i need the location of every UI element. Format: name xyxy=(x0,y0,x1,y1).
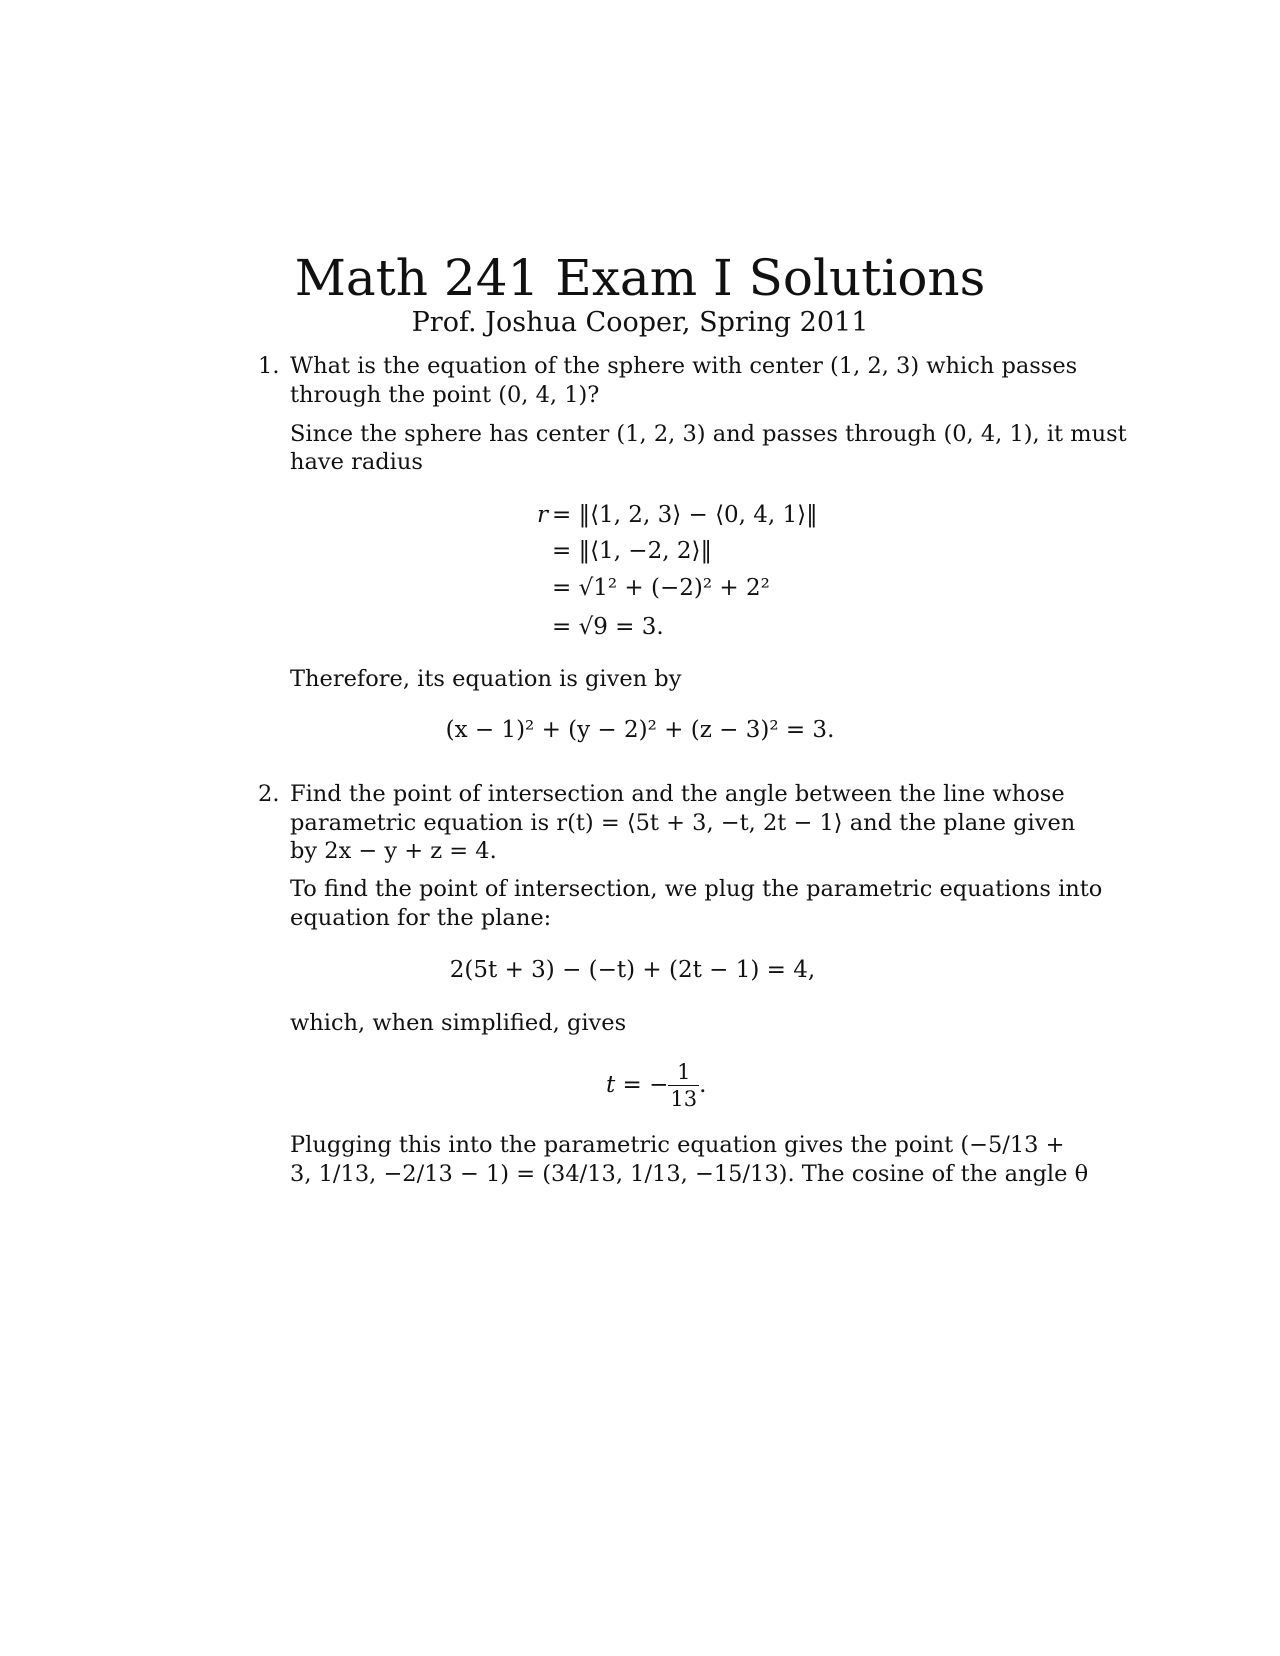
fraction-numerator: 1 xyxy=(677,1059,691,1084)
problem-1-question-line-1: What is the equation of the sphere with center (1, 2, 3) which passes xyxy=(290,353,1078,379)
problem-2-question-line-2: parametric equation is r(t) = ⟨5t + 3, −t, 2t − 1⟩ and the plane given xyxy=(290,810,1076,836)
document-subtitle: Prof. Joshua Cooper, Spring 2011 xyxy=(411,307,869,338)
radius-step-3: = √1² + (−2)² + 2² xyxy=(552,575,770,601)
t-value-fraction xyxy=(668,1059,699,1112)
radius-step-1-lhs: r xyxy=(537,502,548,528)
t-value-suffix: . xyxy=(699,1072,707,1098)
problem-2-closing-line-1: Plugging this into the parametric equation gives the point (−5/13 + xyxy=(290,1132,1065,1158)
radius-step-4: = √9 = 3. xyxy=(552,614,664,640)
problem-1-question-line-2: through the point (0, 4, 1)? xyxy=(290,382,600,408)
fraction-denominator: 13 xyxy=(670,1086,698,1111)
problem-2-answer-line-2: equation for the plane: xyxy=(290,905,552,931)
problem-2-question-line-1: Find the point of intersection and the angle between the line whose xyxy=(290,781,1065,807)
problem-1-number: 1. xyxy=(258,353,280,379)
document-title: Math 241 Exam I Solutions xyxy=(294,249,986,307)
problem-1-answer-line-1: Since the sphere has center (1, 2, 3) and passes through (0, 4, 1), it must xyxy=(290,421,1127,447)
problem-2-number: 2. xyxy=(258,781,280,807)
radius-step-2: = ‖⟨1, −2, 2⟩‖ xyxy=(552,538,712,564)
radius-step-1: = ‖⟨1, 2, 3⟩ − ⟨0, 4, 1⟩‖ xyxy=(552,502,818,528)
t-value-lhs: t = − xyxy=(606,1072,669,1098)
problem-1-answer-line-2: have radius xyxy=(290,449,423,475)
problem-1-conclusion: Therefore, its equation is given by xyxy=(290,666,682,692)
problem-2-question-line-3: by 2x − y + z = 4. xyxy=(290,838,497,864)
sphere-equation: (x − 1)² + (y − 2)² + (z − 3)² = 3. xyxy=(445,717,835,743)
t-value-equation xyxy=(606,1054,706,1116)
problem-2-closing-line-2: 3, 1/13, −2/13 − 1) = (34/13, 1/13, −15/13). The cosine of the angle θ xyxy=(290,1161,1089,1187)
simplify-text: which, when simplified, gives xyxy=(290,1010,627,1036)
problem-2-answer-line-1: To find the point of intersection, we plug the parametric equations into xyxy=(290,876,1103,902)
plugged-equation: 2(5t + 3) − (−t) + (2t − 1) = 4, xyxy=(449,957,816,983)
